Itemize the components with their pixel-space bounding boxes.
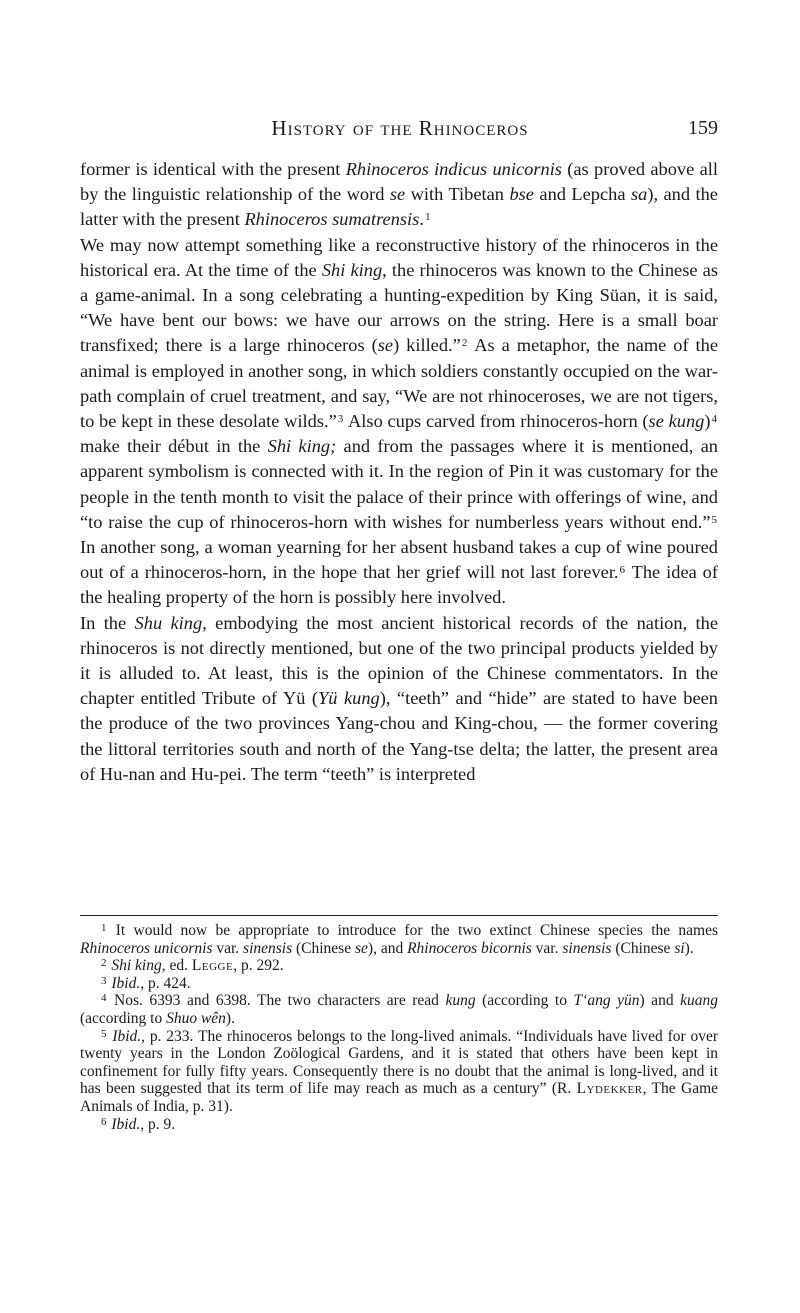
footnote-marker: 4 xyxy=(101,992,107,1005)
text-run: . xyxy=(419,209,424,230)
paragraph-1 xyxy=(80,157,718,233)
footnote-1 xyxy=(80,922,718,957)
text-run: In the xyxy=(80,612,135,633)
footnotes xyxy=(80,922,718,1133)
italic-term: se xyxy=(389,184,406,205)
footnote-marker: 3 xyxy=(101,974,107,987)
text-run: (Chinese xyxy=(611,939,675,957)
italic-term: Ibid. xyxy=(111,974,141,992)
italic-term: Shuo wên xyxy=(166,1009,226,1027)
text-run: , The Game Animals of India, p. 31). xyxy=(80,1080,719,1115)
footnote-ref-3[interactable]: 3 xyxy=(337,413,344,426)
page-header xyxy=(0,116,800,146)
text-run: , embodying the most ancient historical records of the nation, the rhinoceros is not directly mentioned, but one of the two principal products yielded by it is alluded to. At least, this is the opinion of the Chinese commentators. In the chapter entitled Tribute of Yü ( xyxy=(80,612,719,709)
text-run: former is identical with the present xyxy=(80,159,346,179)
italic-term: se kung xyxy=(648,411,705,432)
italic-term: sa xyxy=(630,184,648,205)
italic-term: se xyxy=(354,939,368,957)
italic-term: Shi king xyxy=(111,957,162,975)
text-run: with Tibetan xyxy=(405,184,510,205)
text-run: ), and xyxy=(367,939,408,957)
text-run: ). xyxy=(684,939,694,957)
text-run: ) and xyxy=(639,992,681,1010)
author-name: Lydekker xyxy=(576,1080,643,1098)
text-run: , p. 9. xyxy=(140,1115,176,1133)
text-run: (Chinese xyxy=(292,939,355,957)
text-run: var. xyxy=(531,939,563,957)
paragraph-3 xyxy=(80,611,718,787)
text-run: , ed. xyxy=(161,957,192,975)
text-run: ) xyxy=(704,411,711,432)
text-run: We may now attempt something like a reconstructive history of the rhinoceros in the historical era. At the time of the xyxy=(80,234,718,280)
footnote-marker: 6 xyxy=(101,1115,107,1128)
text-run: Nos. 6393 and 6398. The two characters are read xyxy=(107,992,446,1010)
text-run: , the rhinoceros was known to the Chinese as a game-animal. In a song celebrating a hunting-expedition by King Süan, it is said, “We have bent our bows: we have our arrows on the string. Here is a small boar transfixed; there is a large rhinoceros ( xyxy=(80,259,718,356)
italic-term: sinensis xyxy=(562,939,612,957)
author-name: Legge xyxy=(191,957,234,975)
footnote-ref-1[interactable]: 1 xyxy=(424,211,431,224)
italic-term: Rhinoceros bicornis xyxy=(407,939,532,957)
text-run: and from the passages where it is mentioned, an apparent symbolism is connected with it. In the region of Pin it was customary for the people in the tenth month to visit the palace of their prince with offerings of wine, and “to raise the cup of rhinoceros-horn with wishes for numberless years without end.” xyxy=(80,436,719,532)
footnote-3 xyxy=(80,975,718,993)
text-run: (according to xyxy=(475,992,574,1010)
italic-term: kuang xyxy=(680,992,718,1010)
text-run: make their début in the xyxy=(80,436,268,457)
italic-term: Ibid. xyxy=(111,1115,141,1133)
italic-term: Rhinoceros indicus unicornis xyxy=(345,159,562,179)
text-run: In another song, a woman yearning for her absent husband takes a cup of wine poured out of a rhinoceros-horn, in the hope that her grief will not last forever. xyxy=(80,537,718,583)
main-text xyxy=(80,157,718,787)
italic-term: sinensis xyxy=(243,939,293,957)
footnote-4 xyxy=(80,992,718,1027)
footnote-marker: 1 xyxy=(101,922,107,934)
italic-term: Shu king xyxy=(134,612,203,633)
page-number: 159 xyxy=(688,117,718,139)
footnote-5 xyxy=(80,1028,718,1116)
italic-term: si xyxy=(674,939,685,957)
footnote-ref-6[interactable]: 6 xyxy=(619,564,626,577)
text-run: , p. 233. The rhinoceros belongs to the long-lived animals. “Individuals have lived for over twenty years in the London Zoölogical Gardens, and it is stated that others have been kept in confinement for fully fifty years. Consequently there is no doubt that the animal is long-lived, and it has been suggested that its term of life may reach as much as a century” (R. xyxy=(80,1027,719,1098)
text-run: ), “teeth” and “hide” are stated to have been the produce of the two provinces Yang-chou and King-chou, — the former covering the littoral territories south and north of the Yang-tse delta; the latter, the present area of Hu-nan and Hu-pei. The term “teeth” is interpreted xyxy=(80,688,718,784)
text-run: Also cups carved from rhinoceros-horn ( xyxy=(344,411,649,432)
footnote-ref-5[interactable]: 5 xyxy=(711,513,717,526)
italic-term: Ibid. xyxy=(112,1027,142,1045)
text-run: The idea of the healing property of the horn is possibly here involved. xyxy=(80,562,718,608)
running-head: History of the Rhinoceros xyxy=(271,116,529,140)
text-run: var. xyxy=(212,939,244,957)
text-run: , p. 292. xyxy=(233,957,284,975)
footnote-ref-4[interactable]: 4 xyxy=(711,413,717,426)
footnote-marker: 2 xyxy=(101,957,107,970)
italic-term: kung xyxy=(445,992,476,1010)
footnote-marker: 5 xyxy=(101,1027,107,1040)
italic-term: bse xyxy=(509,184,534,205)
text-run: and Lepcha xyxy=(533,184,631,205)
italic-term: Yü kung xyxy=(318,688,380,709)
footnote-2 xyxy=(80,957,718,975)
italic-term: Rhinoceros sumatrensis xyxy=(244,209,420,230)
text-run: , p. 424. xyxy=(140,974,191,992)
text-run: (as proved above all by the linguistic relationship of the word xyxy=(80,159,718,205)
italic-term: Shi king xyxy=(321,259,383,280)
footnote-divider xyxy=(80,915,718,916)
footnote-ref-2[interactable]: 2 xyxy=(461,337,468,350)
text-run: As a metaphor, the name of the animal is employed in another song, in which soldiers constantly occupied on the war-path complain of cruel treatment, and say, “We are not rhinoceroses, we are not tigers, to be kept in these desolate wilds.” xyxy=(80,335,718,432)
text-run: It would now be appropriate to introduce for the two extinct Chinese species the names xyxy=(107,922,718,939)
italic-term: Shi king; xyxy=(267,436,337,457)
italic-term: se xyxy=(377,335,394,356)
footnote-6 xyxy=(80,1116,718,1134)
italic-term: T‘ang yün xyxy=(573,992,640,1010)
text-run: ). xyxy=(225,1009,235,1027)
text-run: ), and the latter with the present xyxy=(80,184,718,230)
text-run: ) killed.” xyxy=(393,335,461,356)
text-run: (according to xyxy=(80,1009,167,1027)
paragraph-2 xyxy=(80,233,718,611)
italic-term: Rhinoceros unicornis xyxy=(80,939,213,957)
